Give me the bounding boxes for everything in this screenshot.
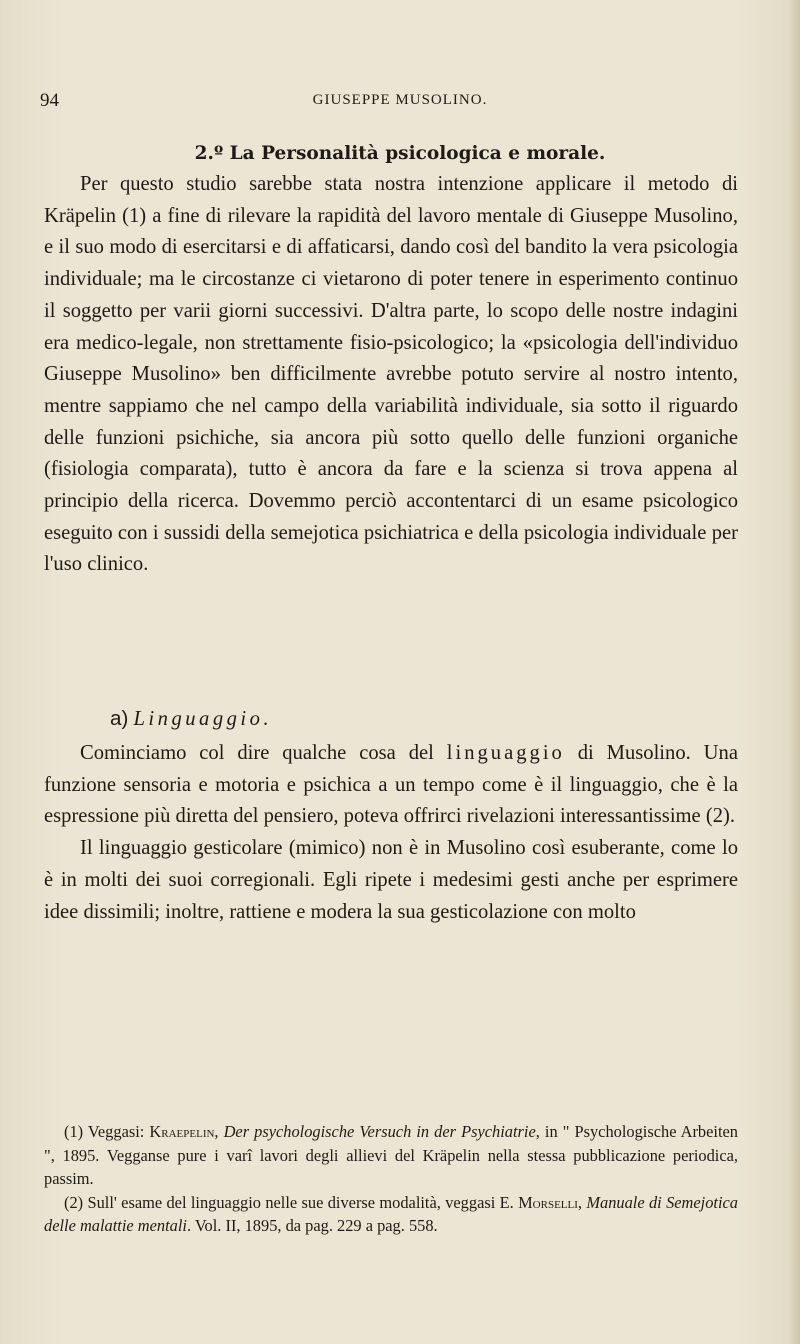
footnote-1 bbox=[44, 1120, 738, 1191]
subsection-heading bbox=[110, 707, 272, 731]
paragraph-2-spaced-word: linguaggio bbox=[446, 742, 565, 764]
footnote-2-prefix: (2) Sull' esame del linguaggio nelle sue diverse modalità, veggasi bbox=[64, 1192, 500, 1212]
footnote-1-rest: , in " Psychologische Arbeiten ", 1895. Vegganse pure i varî lavori degli allievi del Kräpelin nella stessa pubblicazione periodica, passim. bbox=[44, 1122, 738, 1189]
footnote-2-author: E. Morselli bbox=[499, 1192, 578, 1212]
section-title: 2.º La Personalità psicologica e morale. bbox=[194, 143, 606, 164]
paragraph-2-start: Cominciamo col dire qualche cosa del bbox=[80, 742, 447, 764]
subsection-letter: a) bbox=[110, 707, 129, 730]
main-text bbox=[44, 169, 738, 581]
footnote-2-rest: . Vol. II, 1895, da pag. 229 a pag. 558. bbox=[186, 1216, 438, 1236]
paragraph-2-end: di Musolino. Una funzione sensoria e motoria e psichica a un tempo come è il linguaggio, che è la espressione più diretta del pensiero, poteva offrirci rivelazioni interessantissime (2). bbox=[44, 742, 738, 828]
paragraph-2 bbox=[44, 738, 738, 833]
page-edge-shadow bbox=[788, 0, 800, 1344]
footnote-2 bbox=[44, 1191, 738, 1238]
footnote-1-sep: , bbox=[214, 1122, 224, 1141]
footnote-2-title: Manuale di Semejotica delle malattie mentali bbox=[44, 1192, 738, 1236]
footnote-1-title: Der psychologische Versuch in der Psychiatrie bbox=[223, 1122, 536, 1141]
footnotes bbox=[44, 1120, 738, 1238]
page-header bbox=[40, 90, 760, 114]
running-head: GIUSEPPE MUSOLINO. bbox=[312, 92, 488, 108]
footnote-2-sep: , bbox=[577, 1192, 587, 1212]
footnote-1-author: Kraepelin bbox=[149, 1122, 215, 1141]
footnote-1-prefix: (1) Veggasi: bbox=[64, 1122, 150, 1141]
paragraph-1: Per questo studio sarebbe stata nostra intenzione applicare il metodo di Kräpelin (1) a fine di rilevare la rapidità del lavoro mentale di Giuseppe Musolino, e il suo modo di esercitarsi e di affaticarsi, dando così del bandito la vera psicologia individuale; ma le circostanze ci vietarono di poter tenere in esperimento continuo il soggetto per varii giorni successivi. D'altra parte, lo scopo delle nostre indagini era medico-legale, non strettamente fisio-psicologico; la «psicologia dell'individuo Giuseppe Musolino» ben difficilmente avrebbe potuto servire al nostro intento, mentre sappiamo che nel campo della variabilità individuale, sia sotto il riguardo delle funzioni psichiche, sia ancora più sotto quello delle funzioni organiche (fisiologia comparata), tutto è ancora da fare e la scienza si trova appena al principio della ricerca. Dovemmo perciò accontentarci di un esame psicologico eseguito con i sussidi della semejotica psichiatrica e della psicologia individuale per l'uso clinico. bbox=[44, 173, 738, 576]
main-text-2 bbox=[44, 738, 738, 928]
paragraph-3: Il linguaggio gesticolare (mimico) non è in Musolino così esuberante, come lo è in molti dei suoi corregionali. Egli ripete i medesimi gesti anche per esprimere idee dissimili; inoltre, rattiene e modera la sua gesticolazione con molto bbox=[44, 837, 738, 923]
page-number: 94 bbox=[40, 90, 59, 111]
subsection-title: Linguaggio. bbox=[133, 708, 273, 730]
